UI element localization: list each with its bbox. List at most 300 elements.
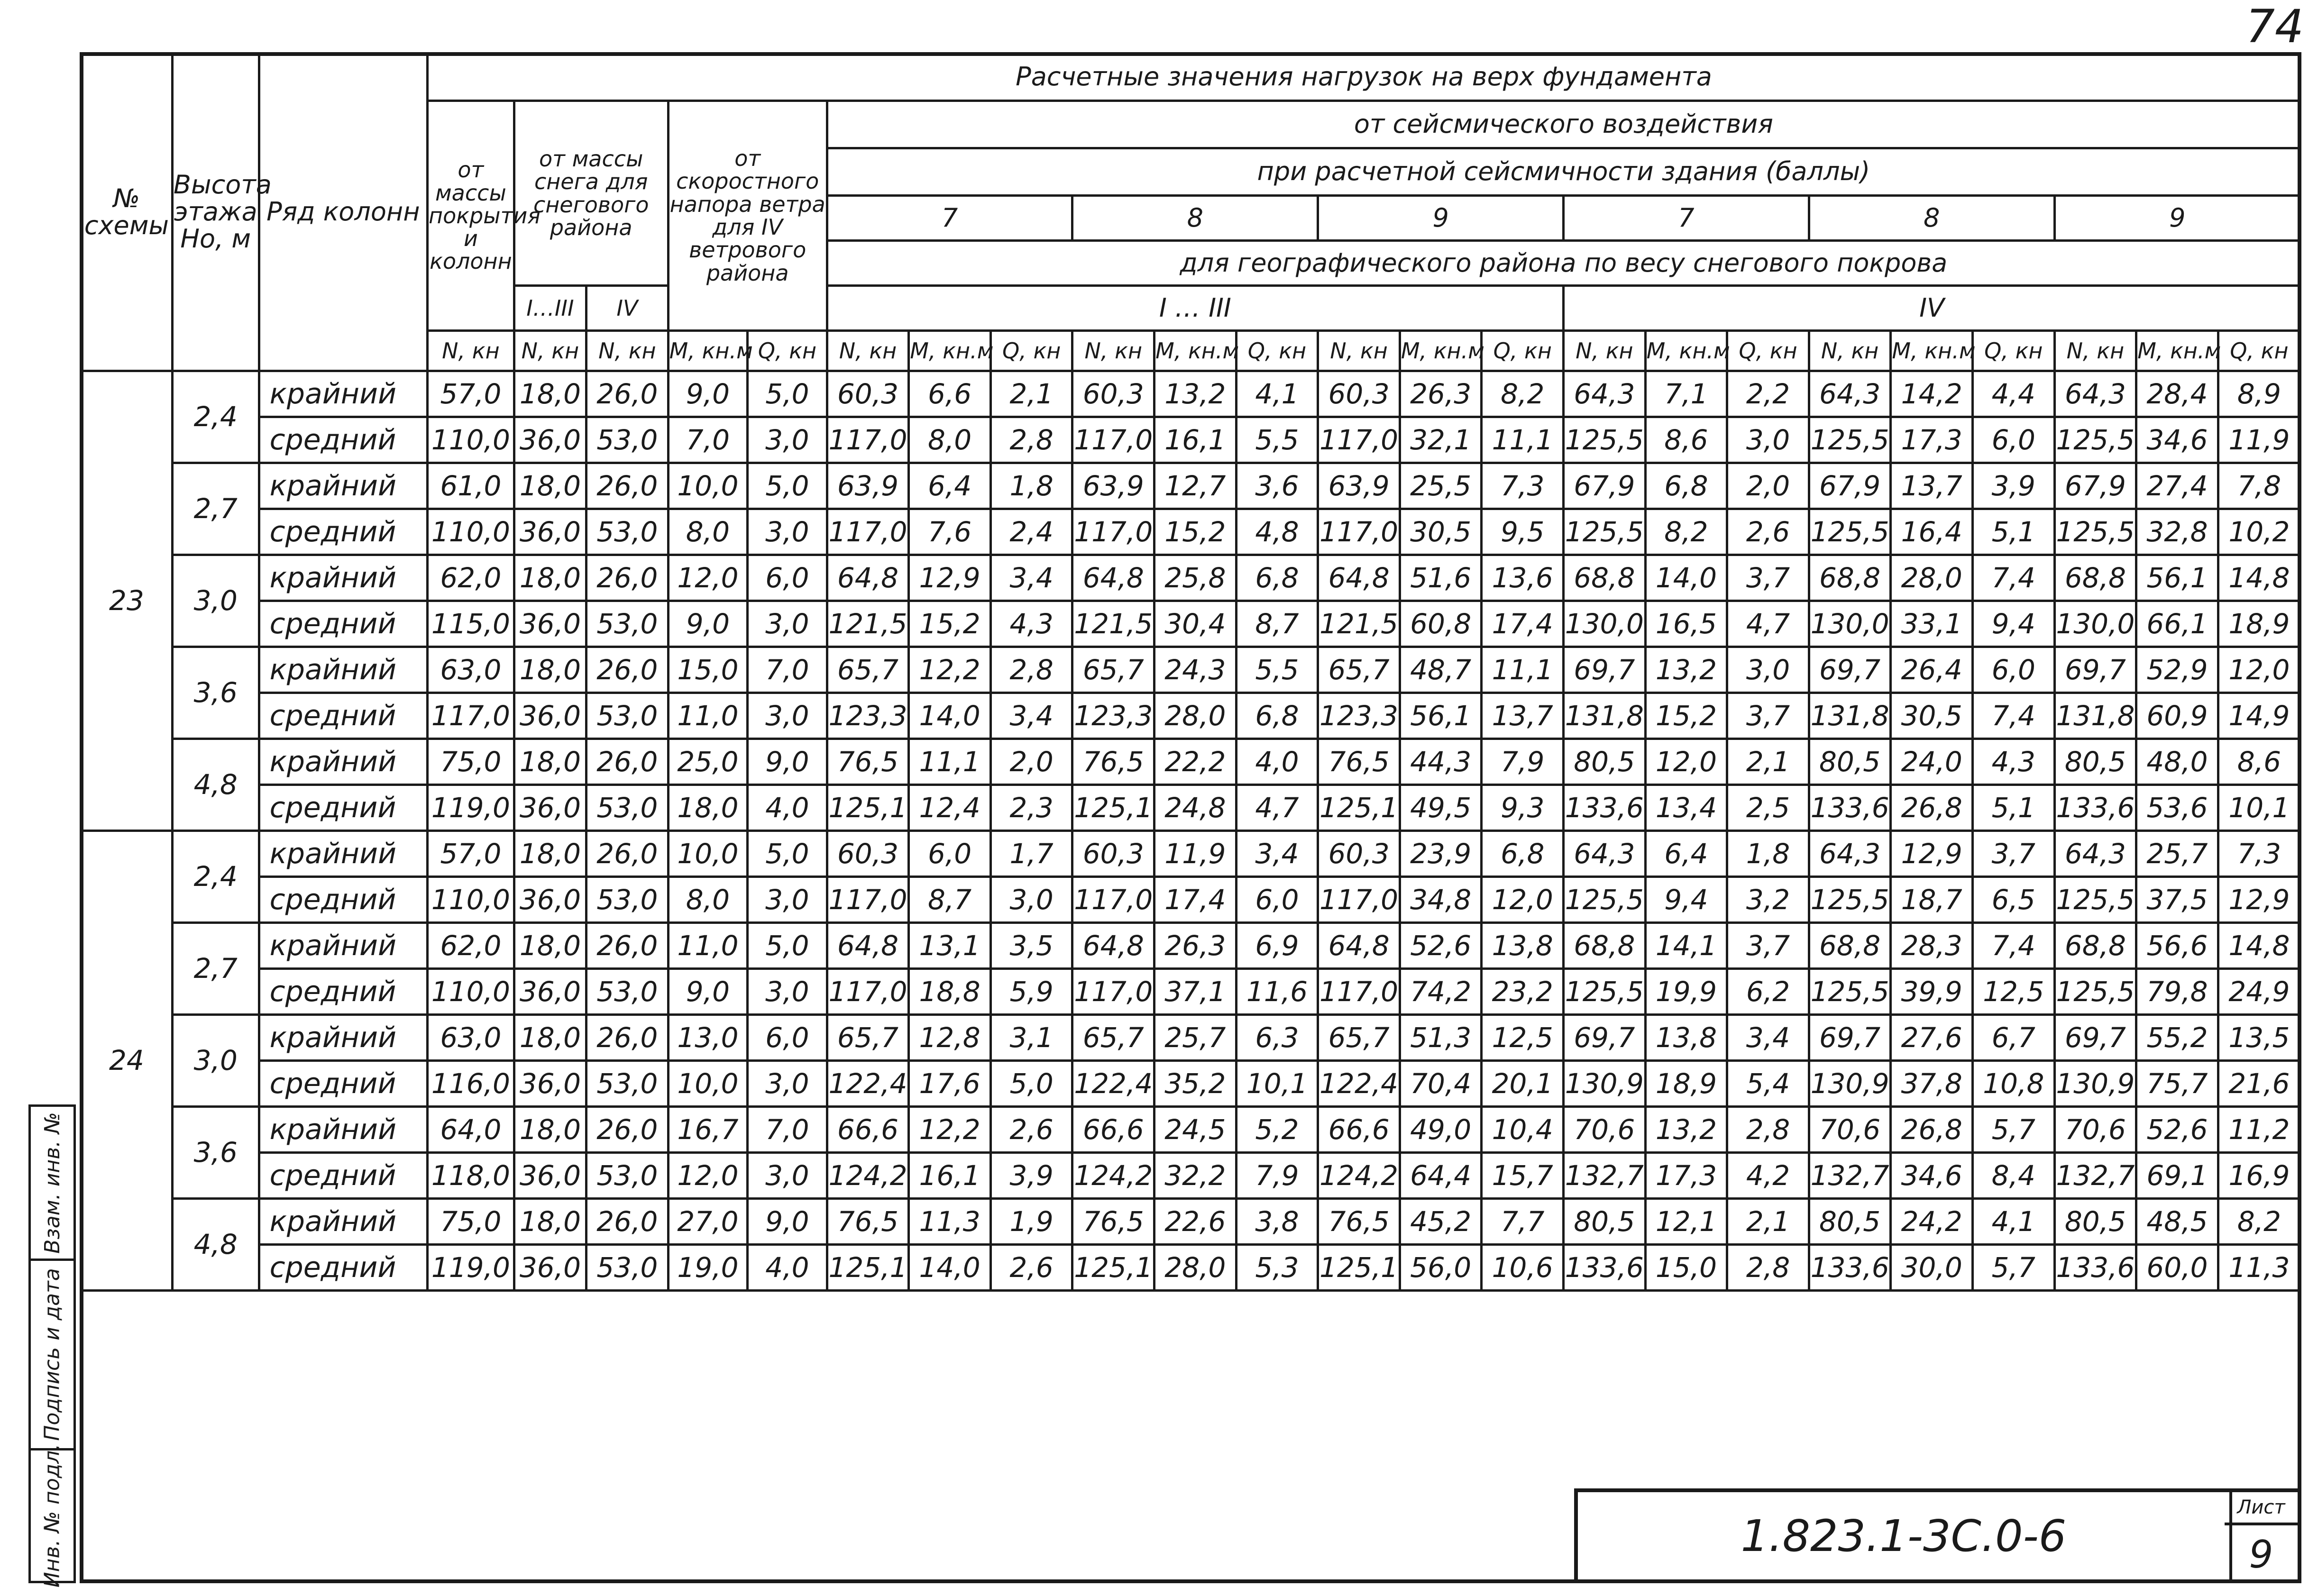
column-row-type: средний bbox=[259, 509, 427, 555]
value-cell: 12,0 bbox=[1482, 877, 1564, 923]
value-cell: 3,0 bbox=[748, 877, 827, 923]
value-cell: 64,8 bbox=[827, 555, 909, 601]
value-cell: 2,4 bbox=[990, 509, 1072, 555]
value-cell: 6,6 bbox=[909, 371, 991, 417]
value-cell: 8,4 bbox=[1973, 1153, 2055, 1199]
value-cell: 52,6 bbox=[1400, 923, 1482, 969]
value-cell: 18,0 bbox=[514, 463, 586, 509]
value-cell: 66,1 bbox=[2136, 601, 2218, 647]
value-cell: 16,1 bbox=[909, 1153, 991, 1199]
column-row-type: крайний bbox=[259, 1199, 427, 1245]
value-cell: 4,7 bbox=[1727, 601, 1809, 647]
value-cell: 21,6 bbox=[2218, 1061, 2300, 1107]
value-cell: 25,7 bbox=[1154, 1015, 1237, 1061]
value-cell: 66,6 bbox=[1318, 1107, 1400, 1153]
value-cell: 3,4 bbox=[1727, 1015, 1809, 1061]
header-unit: N, кн bbox=[1564, 331, 1646, 371]
value-cell: 6,4 bbox=[1645, 831, 1727, 877]
value-cell: 1,9 bbox=[990, 1199, 1072, 1245]
value-cell: 117,0 bbox=[827, 417, 909, 463]
floor-height: 3,6 bbox=[172, 647, 259, 739]
header-floor-height: Высота этажа Hо, м bbox=[172, 54, 259, 371]
table-row bbox=[81, 509, 2300, 555]
value-cell: 10,1 bbox=[1236, 1061, 1318, 1107]
value-cell: 64,8 bbox=[1318, 923, 1400, 969]
value-cell: 26,4 bbox=[1891, 647, 1973, 693]
value-cell: 18,9 bbox=[2218, 601, 2300, 647]
value-cell: 117,0 bbox=[1318, 417, 1400, 463]
value-cell: 3,8 bbox=[1236, 1199, 1318, 1245]
value-cell: 3,5 bbox=[990, 923, 1072, 969]
value-cell: 56,0 bbox=[1400, 1245, 1482, 1291]
value-cell: 66,6 bbox=[1072, 1107, 1154, 1153]
value-cell: 18,0 bbox=[514, 831, 586, 877]
value-cell: 30,5 bbox=[1891, 693, 1973, 739]
value-cell: 3,0 bbox=[748, 601, 827, 647]
header-unit: Q, кн bbox=[2218, 331, 2300, 371]
value-cell: 4,0 bbox=[748, 785, 827, 831]
value-cell: 36,0 bbox=[514, 1153, 586, 1199]
value-cell: 28,0 bbox=[1154, 693, 1237, 739]
value-cell: 27,6 bbox=[1891, 1015, 1973, 1061]
floor-height: 2,7 bbox=[172, 463, 259, 555]
value-cell: 34,6 bbox=[2136, 417, 2218, 463]
value-cell: 70,6 bbox=[2054, 1107, 2136, 1153]
value-cell: 10,1 bbox=[2218, 785, 2300, 831]
value-cell: 53,0 bbox=[586, 877, 669, 923]
value-cell: 122,4 bbox=[827, 1061, 909, 1107]
value-cell: 53,0 bbox=[586, 417, 669, 463]
value-cell: 110,0 bbox=[428, 509, 514, 555]
value-cell: 11,3 bbox=[2218, 1245, 2300, 1291]
value-cell: 16,1 bbox=[1154, 417, 1237, 463]
value-cell: 53,0 bbox=[586, 693, 669, 739]
value-cell: 7,1 bbox=[1645, 371, 1727, 417]
table-row bbox=[81, 923, 2300, 969]
value-cell: 7,9 bbox=[1482, 739, 1564, 785]
value-cell: 9,5 bbox=[1482, 509, 1564, 555]
value-cell: 36,0 bbox=[514, 969, 586, 1015]
value-cell: 2,1 bbox=[1727, 739, 1809, 785]
value-cell: 7,4 bbox=[1973, 923, 2055, 969]
value-cell: 18,0 bbox=[514, 1199, 586, 1245]
value-cell: 9,0 bbox=[668, 371, 748, 417]
value-cell: 3,0 bbox=[1727, 647, 1809, 693]
value-cell: 36,0 bbox=[514, 601, 586, 647]
value-cell: 80,5 bbox=[2054, 739, 2136, 785]
value-cell: 125,1 bbox=[827, 785, 909, 831]
value-cell: 37,5 bbox=[2136, 877, 2218, 923]
value-cell: 6,2 bbox=[1727, 969, 1809, 1015]
value-cell: 32,2 bbox=[1154, 1153, 1237, 1199]
value-cell: 11,0 bbox=[668, 693, 748, 739]
value-cell: 3,7 bbox=[1727, 555, 1809, 601]
value-cell: 23,2 bbox=[1482, 969, 1564, 1015]
value-cell: 51,3 bbox=[1400, 1015, 1482, 1061]
header-ball: 9 bbox=[1318, 196, 1564, 241]
value-cell: 13,2 bbox=[1154, 371, 1237, 417]
value-cell: 1,8 bbox=[1727, 831, 1809, 877]
value-cell: 13,7 bbox=[1482, 693, 1564, 739]
value-cell: 15,0 bbox=[668, 647, 748, 693]
value-cell: 64,3 bbox=[1564, 371, 1646, 417]
value-cell: 63,9 bbox=[827, 463, 909, 509]
value-cell: 3,0 bbox=[1727, 417, 1809, 463]
value-cell: 9,0 bbox=[668, 969, 748, 1015]
column-row-type: средний bbox=[259, 601, 427, 647]
value-cell: 14,9 bbox=[2218, 693, 2300, 739]
value-cell: 3,7 bbox=[1727, 693, 1809, 739]
value-cell: 131,8 bbox=[1564, 693, 1646, 739]
value-cell: 17,3 bbox=[1891, 417, 1973, 463]
value-cell: 64,3 bbox=[1564, 831, 1646, 877]
value-cell: 5,9 bbox=[990, 969, 1072, 1015]
value-cell: 10,6 bbox=[1482, 1245, 1564, 1291]
value-cell: 12,0 bbox=[668, 1153, 748, 1199]
value-cell: 119,0 bbox=[428, 785, 514, 831]
header-unit: Q, кн bbox=[1482, 331, 1564, 371]
value-cell: 17,4 bbox=[1482, 601, 1564, 647]
value-cell: 117,0 bbox=[827, 509, 909, 555]
value-cell: 76,5 bbox=[1072, 1199, 1154, 1245]
header-from-roof: от массы покрытия и колонн bbox=[428, 101, 514, 331]
value-cell: 8,0 bbox=[668, 509, 748, 555]
value-cell: 69,7 bbox=[2054, 647, 2136, 693]
value-cell: 7,0 bbox=[748, 647, 827, 693]
value-cell: 37,8 bbox=[1891, 1061, 1973, 1107]
table-row bbox=[81, 1199, 2300, 1245]
value-cell: 7,4 bbox=[1973, 693, 2055, 739]
value-cell: 32,1 bbox=[1400, 417, 1482, 463]
column-row-type: средний bbox=[259, 1153, 427, 1199]
value-cell: 7,4 bbox=[1973, 555, 2055, 601]
value-cell: 13,8 bbox=[1482, 923, 1564, 969]
header-unit: N, кн bbox=[1072, 331, 1154, 371]
table-row bbox=[81, 1245, 2300, 1291]
value-cell: 12,7 bbox=[1154, 463, 1237, 509]
value-cell: 12,4 bbox=[909, 785, 991, 831]
value-cell: 15,2 bbox=[1645, 693, 1727, 739]
value-cell: 1,8 bbox=[990, 463, 1072, 509]
value-cell: 122,4 bbox=[1072, 1061, 1154, 1107]
value-cell: 125,1 bbox=[1072, 1245, 1154, 1291]
value-cell: 53,0 bbox=[586, 1245, 669, 1291]
value-cell: 34,6 bbox=[1891, 1153, 1973, 1199]
table-row bbox=[81, 417, 2300, 463]
value-cell: 16,9 bbox=[2218, 1153, 2300, 1199]
value-cell: 5,0 bbox=[748, 463, 827, 509]
column-row-type: средний bbox=[259, 1245, 427, 1291]
value-cell: 68,8 bbox=[2054, 555, 2136, 601]
value-cell: 37,1 bbox=[1154, 969, 1237, 1015]
value-cell: 24,5 bbox=[1154, 1107, 1237, 1153]
value-cell: 57,0 bbox=[428, 831, 514, 877]
value-cell: 123,3 bbox=[827, 693, 909, 739]
value-cell: 3,4 bbox=[990, 555, 1072, 601]
value-cell: 13,4 bbox=[1645, 785, 1727, 831]
value-cell: 49,0 bbox=[1400, 1107, 1482, 1153]
value-cell: 4,0 bbox=[1236, 739, 1318, 785]
value-cell: 3,9 bbox=[1973, 463, 2055, 509]
value-cell: 5,5 bbox=[1236, 417, 1318, 463]
header-ball: 8 bbox=[1072, 196, 1318, 241]
header-snow-IV: IV bbox=[586, 286, 669, 331]
value-cell: 6,0 bbox=[1973, 647, 2055, 693]
value-cell: 76,5 bbox=[827, 739, 909, 785]
column-row-type: крайний bbox=[259, 1015, 427, 1061]
value-cell: 4,7 bbox=[1236, 785, 1318, 831]
value-cell: 26,0 bbox=[586, 923, 669, 969]
floor-height: 2,7 bbox=[172, 923, 259, 1015]
value-cell: 13,5 bbox=[2218, 1015, 2300, 1061]
value-cell: 133,6 bbox=[1809, 785, 1891, 831]
value-cell: 117,0 bbox=[1318, 877, 1400, 923]
value-cell: 3,1 bbox=[990, 1015, 1072, 1061]
value-cell: 130,9 bbox=[1564, 1061, 1646, 1107]
value-cell: 8,0 bbox=[909, 417, 991, 463]
value-cell: 14,0 bbox=[1645, 555, 1727, 601]
value-cell: 8,2 bbox=[1482, 371, 1564, 417]
value-cell: 6,8 bbox=[1236, 555, 1318, 601]
value-cell: 9,4 bbox=[1973, 601, 2055, 647]
title-block bbox=[1574, 1488, 2301, 1583]
header-title: Расчетные значения нагрузок на верх фундамента bbox=[428, 54, 2300, 101]
value-cell: 60,3 bbox=[1318, 371, 1400, 417]
value-cell: 56,1 bbox=[2136, 555, 2218, 601]
value-cell: 13,2 bbox=[1645, 647, 1727, 693]
value-cell: 80,5 bbox=[2054, 1199, 2136, 1245]
value-cell: 13,7 bbox=[1891, 463, 1973, 509]
header-unit: M, кн.м bbox=[1400, 331, 1482, 371]
value-cell: 26,0 bbox=[586, 647, 669, 693]
value-cell: 75,7 bbox=[2136, 1061, 2218, 1107]
value-cell: 64,8 bbox=[1072, 555, 1154, 601]
value-cell: 12,0 bbox=[668, 555, 748, 601]
value-cell: 4,2 bbox=[1727, 1153, 1809, 1199]
value-cell: 17,6 bbox=[909, 1061, 991, 1107]
value-cell: 79,8 bbox=[2136, 969, 2218, 1015]
value-cell: 117,0 bbox=[1318, 969, 1400, 1015]
value-cell: 2,8 bbox=[1727, 1245, 1809, 1291]
value-cell: 68,8 bbox=[1564, 555, 1646, 601]
value-cell: 64,8 bbox=[827, 923, 909, 969]
header-from-wind: от скоростного напора ветра для IV ветрового района bbox=[668, 101, 827, 331]
value-cell: 2,6 bbox=[1727, 509, 1809, 555]
value-cell: 36,0 bbox=[514, 785, 586, 831]
value-cell: 3,0 bbox=[748, 1061, 827, 1107]
value-cell: 26,0 bbox=[586, 1199, 669, 1245]
value-cell: 68,8 bbox=[1809, 923, 1891, 969]
value-cell: 16,4 bbox=[1891, 509, 1973, 555]
header-unit: Q, кн bbox=[1236, 331, 1318, 371]
value-cell: 3,0 bbox=[748, 1153, 827, 1199]
value-cell: 133,6 bbox=[2054, 1245, 2136, 1291]
value-cell: 12,8 bbox=[909, 1015, 991, 1061]
value-cell: 60,3 bbox=[1072, 831, 1154, 877]
value-cell: 15,2 bbox=[909, 601, 991, 647]
value-cell: 19,0 bbox=[668, 1245, 748, 1291]
table-row bbox=[81, 877, 2300, 923]
value-cell: 3,6 bbox=[1236, 463, 1318, 509]
value-cell: 8,7 bbox=[1236, 601, 1318, 647]
column-row-type: средний bbox=[259, 1061, 427, 1107]
value-cell: 26,0 bbox=[586, 1015, 669, 1061]
side-vzam-cell bbox=[28, 1104, 76, 1261]
header-unit: M, кн.м bbox=[909, 331, 991, 371]
table-row bbox=[81, 693, 2300, 739]
value-cell: 125,5 bbox=[2054, 509, 2136, 555]
value-cell: 80,5 bbox=[1809, 1199, 1891, 1245]
value-cell: 9,0 bbox=[748, 739, 827, 785]
table-row bbox=[81, 371, 2300, 417]
value-cell: 23,9 bbox=[1400, 831, 1482, 877]
value-cell: 16,7 bbox=[668, 1107, 748, 1153]
value-cell: 11,9 bbox=[1154, 831, 1237, 877]
header-unit: M, кн.м bbox=[1645, 331, 1727, 371]
value-cell: 2,6 bbox=[990, 1245, 1072, 1291]
value-cell: 68,8 bbox=[2054, 923, 2136, 969]
value-cell: 2,8 bbox=[990, 417, 1072, 463]
value-cell: 123,3 bbox=[1072, 693, 1154, 739]
scheme-number: 23 bbox=[81, 371, 173, 831]
value-cell: 13,6 bbox=[1482, 555, 1564, 601]
value-cell: 20,1 bbox=[1482, 1061, 1564, 1107]
value-cell: 130,0 bbox=[1809, 601, 1891, 647]
value-cell: 63,9 bbox=[1318, 463, 1400, 509]
value-cell: 63,0 bbox=[428, 647, 514, 693]
value-cell: 27,4 bbox=[2136, 463, 2218, 509]
floor-height: 3,0 bbox=[172, 555, 259, 647]
value-cell: 4,1 bbox=[1236, 371, 1318, 417]
header-unit: M, кн.м bbox=[1891, 331, 1973, 371]
floor-height: 2,4 bbox=[172, 371, 259, 463]
sheet-number: 9 bbox=[2249, 1532, 2273, 1577]
value-cell: 65,7 bbox=[827, 1015, 909, 1061]
value-cell: 69,7 bbox=[1809, 647, 1891, 693]
value-cell: 52,9 bbox=[2136, 647, 2218, 693]
header-unit: M, кн.м bbox=[1154, 331, 1237, 371]
value-cell: 76,5 bbox=[1072, 739, 1154, 785]
value-cell: 18,0 bbox=[514, 1015, 586, 1061]
value-cell: 130,9 bbox=[1809, 1061, 1891, 1107]
value-cell: 7,9 bbox=[1236, 1153, 1318, 1199]
value-cell: 2,1 bbox=[1727, 1199, 1809, 1245]
value-cell: 3,0 bbox=[748, 509, 827, 555]
value-cell: 125,5 bbox=[1564, 417, 1646, 463]
value-cell: 70,4 bbox=[1400, 1061, 1482, 1107]
value-cell: 19,9 bbox=[1645, 969, 1727, 1015]
value-cell: 62,0 bbox=[428, 923, 514, 969]
value-cell: 26,0 bbox=[586, 555, 669, 601]
value-cell: 26,3 bbox=[1400, 371, 1482, 417]
value-cell: 5,3 bbox=[1236, 1245, 1318, 1291]
value-cell: 11,2 bbox=[2218, 1107, 2300, 1153]
value-cell: 125,1 bbox=[1318, 1245, 1400, 1291]
value-cell: 76,5 bbox=[1318, 1199, 1400, 1245]
value-cell: 13,8 bbox=[1645, 1015, 1727, 1061]
value-cell: 14,2 bbox=[1891, 371, 1973, 417]
value-cell: 64,8 bbox=[1318, 555, 1400, 601]
value-cell: 125,1 bbox=[1318, 785, 1400, 831]
value-cell: 65,7 bbox=[1318, 647, 1400, 693]
value-cell: 30,5 bbox=[1400, 509, 1482, 555]
value-cell: 2,0 bbox=[990, 739, 1072, 785]
value-cell: 131,8 bbox=[1809, 693, 1891, 739]
value-cell: 22,6 bbox=[1154, 1199, 1237, 1245]
header-column-row: Ряд колонн bbox=[259, 54, 427, 371]
value-cell: 60,8 bbox=[1400, 601, 1482, 647]
value-cell: 65,7 bbox=[1072, 1015, 1154, 1061]
value-cell: 124,2 bbox=[1072, 1153, 1154, 1199]
value-cell: 12,9 bbox=[2218, 877, 2300, 923]
value-cell: 70,6 bbox=[1564, 1107, 1646, 1153]
value-cell: 117,0 bbox=[1072, 969, 1154, 1015]
column-row-type: средний bbox=[259, 877, 427, 923]
value-cell: 63,9 bbox=[1072, 463, 1154, 509]
value-cell: 6,8 bbox=[1482, 831, 1564, 877]
value-cell: 125,5 bbox=[1809, 969, 1891, 1015]
value-cell: 5,5 bbox=[1236, 647, 1318, 693]
value-cell: 10,4 bbox=[1482, 1107, 1564, 1153]
value-cell: 53,0 bbox=[586, 969, 669, 1015]
value-cell: 45,2 bbox=[1400, 1199, 1482, 1245]
value-cell: 53,0 bbox=[586, 601, 669, 647]
value-cell: 39,9 bbox=[1891, 969, 1973, 1015]
value-cell: 3,0 bbox=[748, 969, 827, 1015]
value-cell: 24,9 bbox=[2218, 969, 2300, 1015]
value-cell: 64,8 bbox=[1072, 923, 1154, 969]
header-region-IV: IV bbox=[1564, 286, 2300, 331]
value-cell: 18,0 bbox=[514, 371, 586, 417]
value-cell: 69,7 bbox=[2054, 1015, 2136, 1061]
value-cell: 3,2 bbox=[1727, 877, 1809, 923]
value-cell: 80,5 bbox=[1809, 739, 1891, 785]
header-ball: 9 bbox=[2054, 196, 2300, 241]
floor-height: 2,4 bbox=[172, 831, 259, 923]
value-cell: 70,6 bbox=[1809, 1107, 1891, 1153]
value-cell: 16,5 bbox=[1645, 601, 1727, 647]
header-region-I-III: I … III bbox=[827, 286, 1563, 331]
value-cell: 25,8 bbox=[1154, 555, 1237, 601]
value-cell: 8,0 bbox=[668, 877, 748, 923]
value-cell: 5,4 bbox=[1727, 1061, 1809, 1107]
value-cell: 30,0 bbox=[1891, 1245, 1973, 1291]
value-cell: 6,0 bbox=[748, 555, 827, 601]
value-cell: 18,0 bbox=[514, 923, 586, 969]
column-row-type: крайний bbox=[259, 923, 427, 969]
table-row bbox=[81, 1153, 2300, 1199]
side-sign-label: Подпись и дата bbox=[40, 1268, 64, 1441]
side-inv-cell bbox=[28, 1443, 76, 1588]
value-cell: 66,6 bbox=[827, 1107, 909, 1153]
value-cell: 60,3 bbox=[827, 831, 909, 877]
value-cell: 2,8 bbox=[990, 647, 1072, 693]
value-cell: 35,2 bbox=[1154, 1061, 1237, 1107]
value-cell: 51,6 bbox=[1400, 555, 1482, 601]
value-cell: 5,7 bbox=[1973, 1245, 2055, 1291]
value-cell: 48,7 bbox=[1400, 647, 1482, 693]
value-cell: 12,1 bbox=[1645, 1199, 1727, 1245]
value-cell: 80,5 bbox=[1564, 1199, 1646, 1245]
value-cell: 53,0 bbox=[586, 509, 669, 555]
value-cell: 11,6 bbox=[1236, 969, 1318, 1015]
side-sign-cell bbox=[28, 1259, 76, 1450]
floor-height: 3,0 bbox=[172, 1015, 259, 1107]
table-row bbox=[81, 1061, 2300, 1107]
value-cell: 125,5 bbox=[1809, 417, 1891, 463]
value-cell: 2,0 bbox=[1727, 463, 1809, 509]
value-cell: 130,0 bbox=[1564, 601, 1646, 647]
